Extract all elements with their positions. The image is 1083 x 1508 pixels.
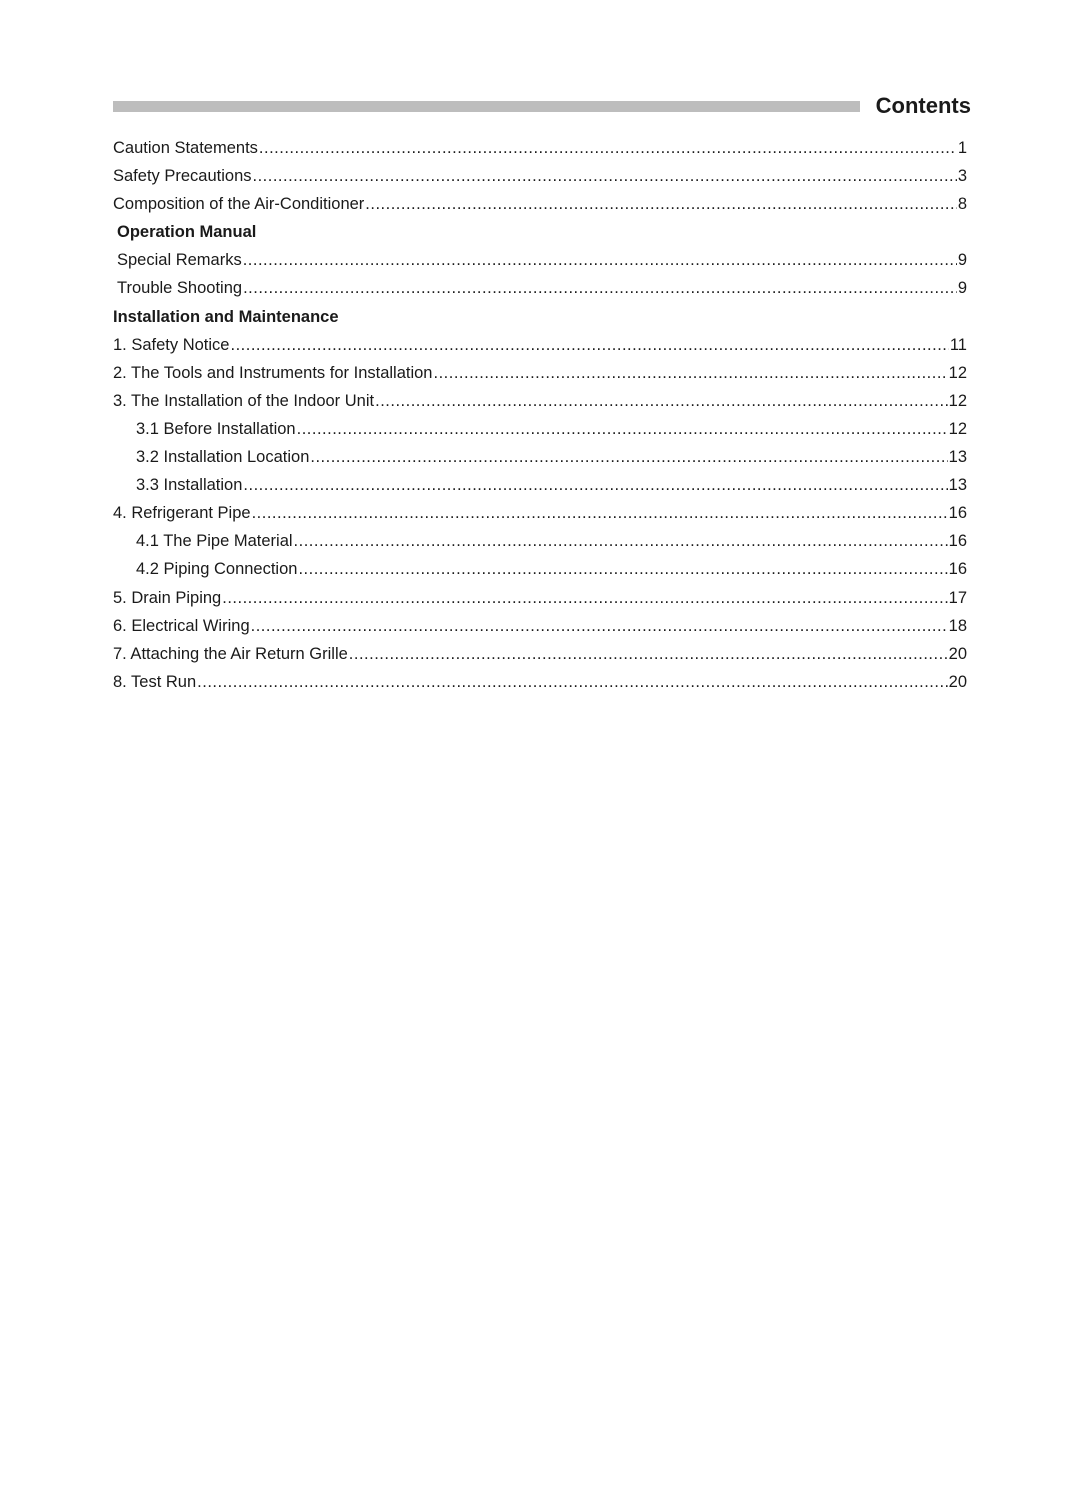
toc-entry-label: 7. Attaching the Air Return Grille xyxy=(113,644,348,663)
toc-entry-label: 3. The Installation of the Indoor Unit xyxy=(113,391,375,410)
toc-entry[interactable] xyxy=(113,640,967,668)
toc-entry-label: 4.1 The Pipe Material xyxy=(136,532,293,551)
dot-leader xyxy=(365,190,957,218)
toc-entry-label: Caution Statements xyxy=(113,139,258,157)
toc-entry[interactable] xyxy=(113,387,967,415)
dot-leader xyxy=(253,162,957,190)
toc-entry[interactable] xyxy=(113,274,967,302)
toc-entry-label: 5. Drain Piping xyxy=(113,588,222,607)
dot-leader xyxy=(310,443,947,471)
toc-entry-label: 8. Test Run xyxy=(113,672,197,691)
toc-entry[interactable] xyxy=(113,471,967,499)
contents-header xyxy=(113,92,971,120)
toc-entry-label: 3.2 Installation Location xyxy=(136,448,310,467)
toc-entry[interactable] xyxy=(113,246,967,274)
toc-entry[interactable] xyxy=(113,162,967,190)
toc-entry[interactable] xyxy=(113,499,967,527)
toc-entry[interactable] xyxy=(113,331,967,359)
toc-entry-label: Special Remarks xyxy=(117,251,242,270)
toc-entry-label: 6. Electrical Wiring xyxy=(113,616,250,635)
toc-section-heading[interactable] xyxy=(113,303,967,331)
toc-entry-label: Installation and Maintenance xyxy=(113,307,339,326)
dot-leader xyxy=(298,555,947,583)
toc-page-number: 1 xyxy=(957,139,967,157)
toc-page-number: 8 xyxy=(957,195,967,214)
toc-page-number: 13 xyxy=(948,448,967,467)
toc-entry-label: Trouble Shooting xyxy=(117,279,243,298)
toc-entry[interactable] xyxy=(113,527,967,555)
toc-entry[interactable] xyxy=(113,555,967,583)
dot-leader xyxy=(243,471,947,499)
toc-entry[interactable] xyxy=(113,134,967,162)
toc-page-number: 9 xyxy=(957,279,967,298)
toc-page-number: 17 xyxy=(948,588,967,607)
toc-entry-label: 2. The Tools and Instruments for Installation xyxy=(113,363,433,382)
toc-page-number: 16 xyxy=(948,560,967,579)
dot-leader xyxy=(251,612,948,640)
toc-entry[interactable] xyxy=(113,415,967,443)
dot-leader xyxy=(243,274,957,302)
dot-leader xyxy=(297,415,948,443)
toc-page-number: 13 xyxy=(948,476,967,495)
dot-leader xyxy=(252,499,948,527)
toc-entry[interactable] xyxy=(113,668,967,696)
dot-leader xyxy=(259,134,957,162)
toc-section-heading[interactable] xyxy=(113,218,967,246)
toc-entry-label: Operation Manual xyxy=(117,223,257,242)
dot-leader xyxy=(243,246,957,274)
dot-leader xyxy=(222,584,947,612)
toc-entry[interactable] xyxy=(113,190,967,218)
toc-page-number: 20 xyxy=(948,644,967,663)
toc-entry-label: Composition of the Air-Conditioner xyxy=(113,195,365,214)
dot-leader xyxy=(294,527,948,555)
dot-leader xyxy=(230,331,948,359)
toc-page-number: 3 xyxy=(957,167,967,186)
toc-entry[interactable] xyxy=(113,359,967,387)
toc-page-number: 12 xyxy=(948,363,967,382)
toc-page-number: 18 xyxy=(948,616,967,635)
toc-entry-label: 3.3 Installation xyxy=(136,476,243,495)
header-rule-bar xyxy=(113,101,860,112)
toc-page-number: 11 xyxy=(949,335,967,354)
toc-entry-label: 1. Safety Notice xyxy=(113,335,230,354)
toc-entry-label: 3.1 Before Installation xyxy=(136,419,296,438)
toc-entry[interactable] xyxy=(113,612,967,640)
table-of-contents xyxy=(113,134,967,696)
toc-page-number: 16 xyxy=(948,532,967,551)
dot-leader xyxy=(197,668,947,696)
toc-entry-label: 4.2 Piping Connection xyxy=(136,560,298,579)
dot-leader xyxy=(375,387,948,415)
toc-page-number: 20 xyxy=(948,672,967,691)
page-title: Contents xyxy=(875,93,971,118)
dot-leader xyxy=(434,359,948,387)
toc-entry-label: 4. Refrigerant Pipe xyxy=(113,504,251,523)
toc-page-number: 12 xyxy=(948,391,967,410)
toc-entry[interactable] xyxy=(113,443,967,471)
toc-page-number: 12 xyxy=(948,419,967,438)
toc-entry[interactable] xyxy=(113,584,967,612)
toc-entry-label: Safety Precautions xyxy=(113,167,252,186)
toc-page-number: 16 xyxy=(948,504,967,523)
toc-page-number: 9 xyxy=(957,251,967,270)
dot-leader xyxy=(349,640,948,668)
